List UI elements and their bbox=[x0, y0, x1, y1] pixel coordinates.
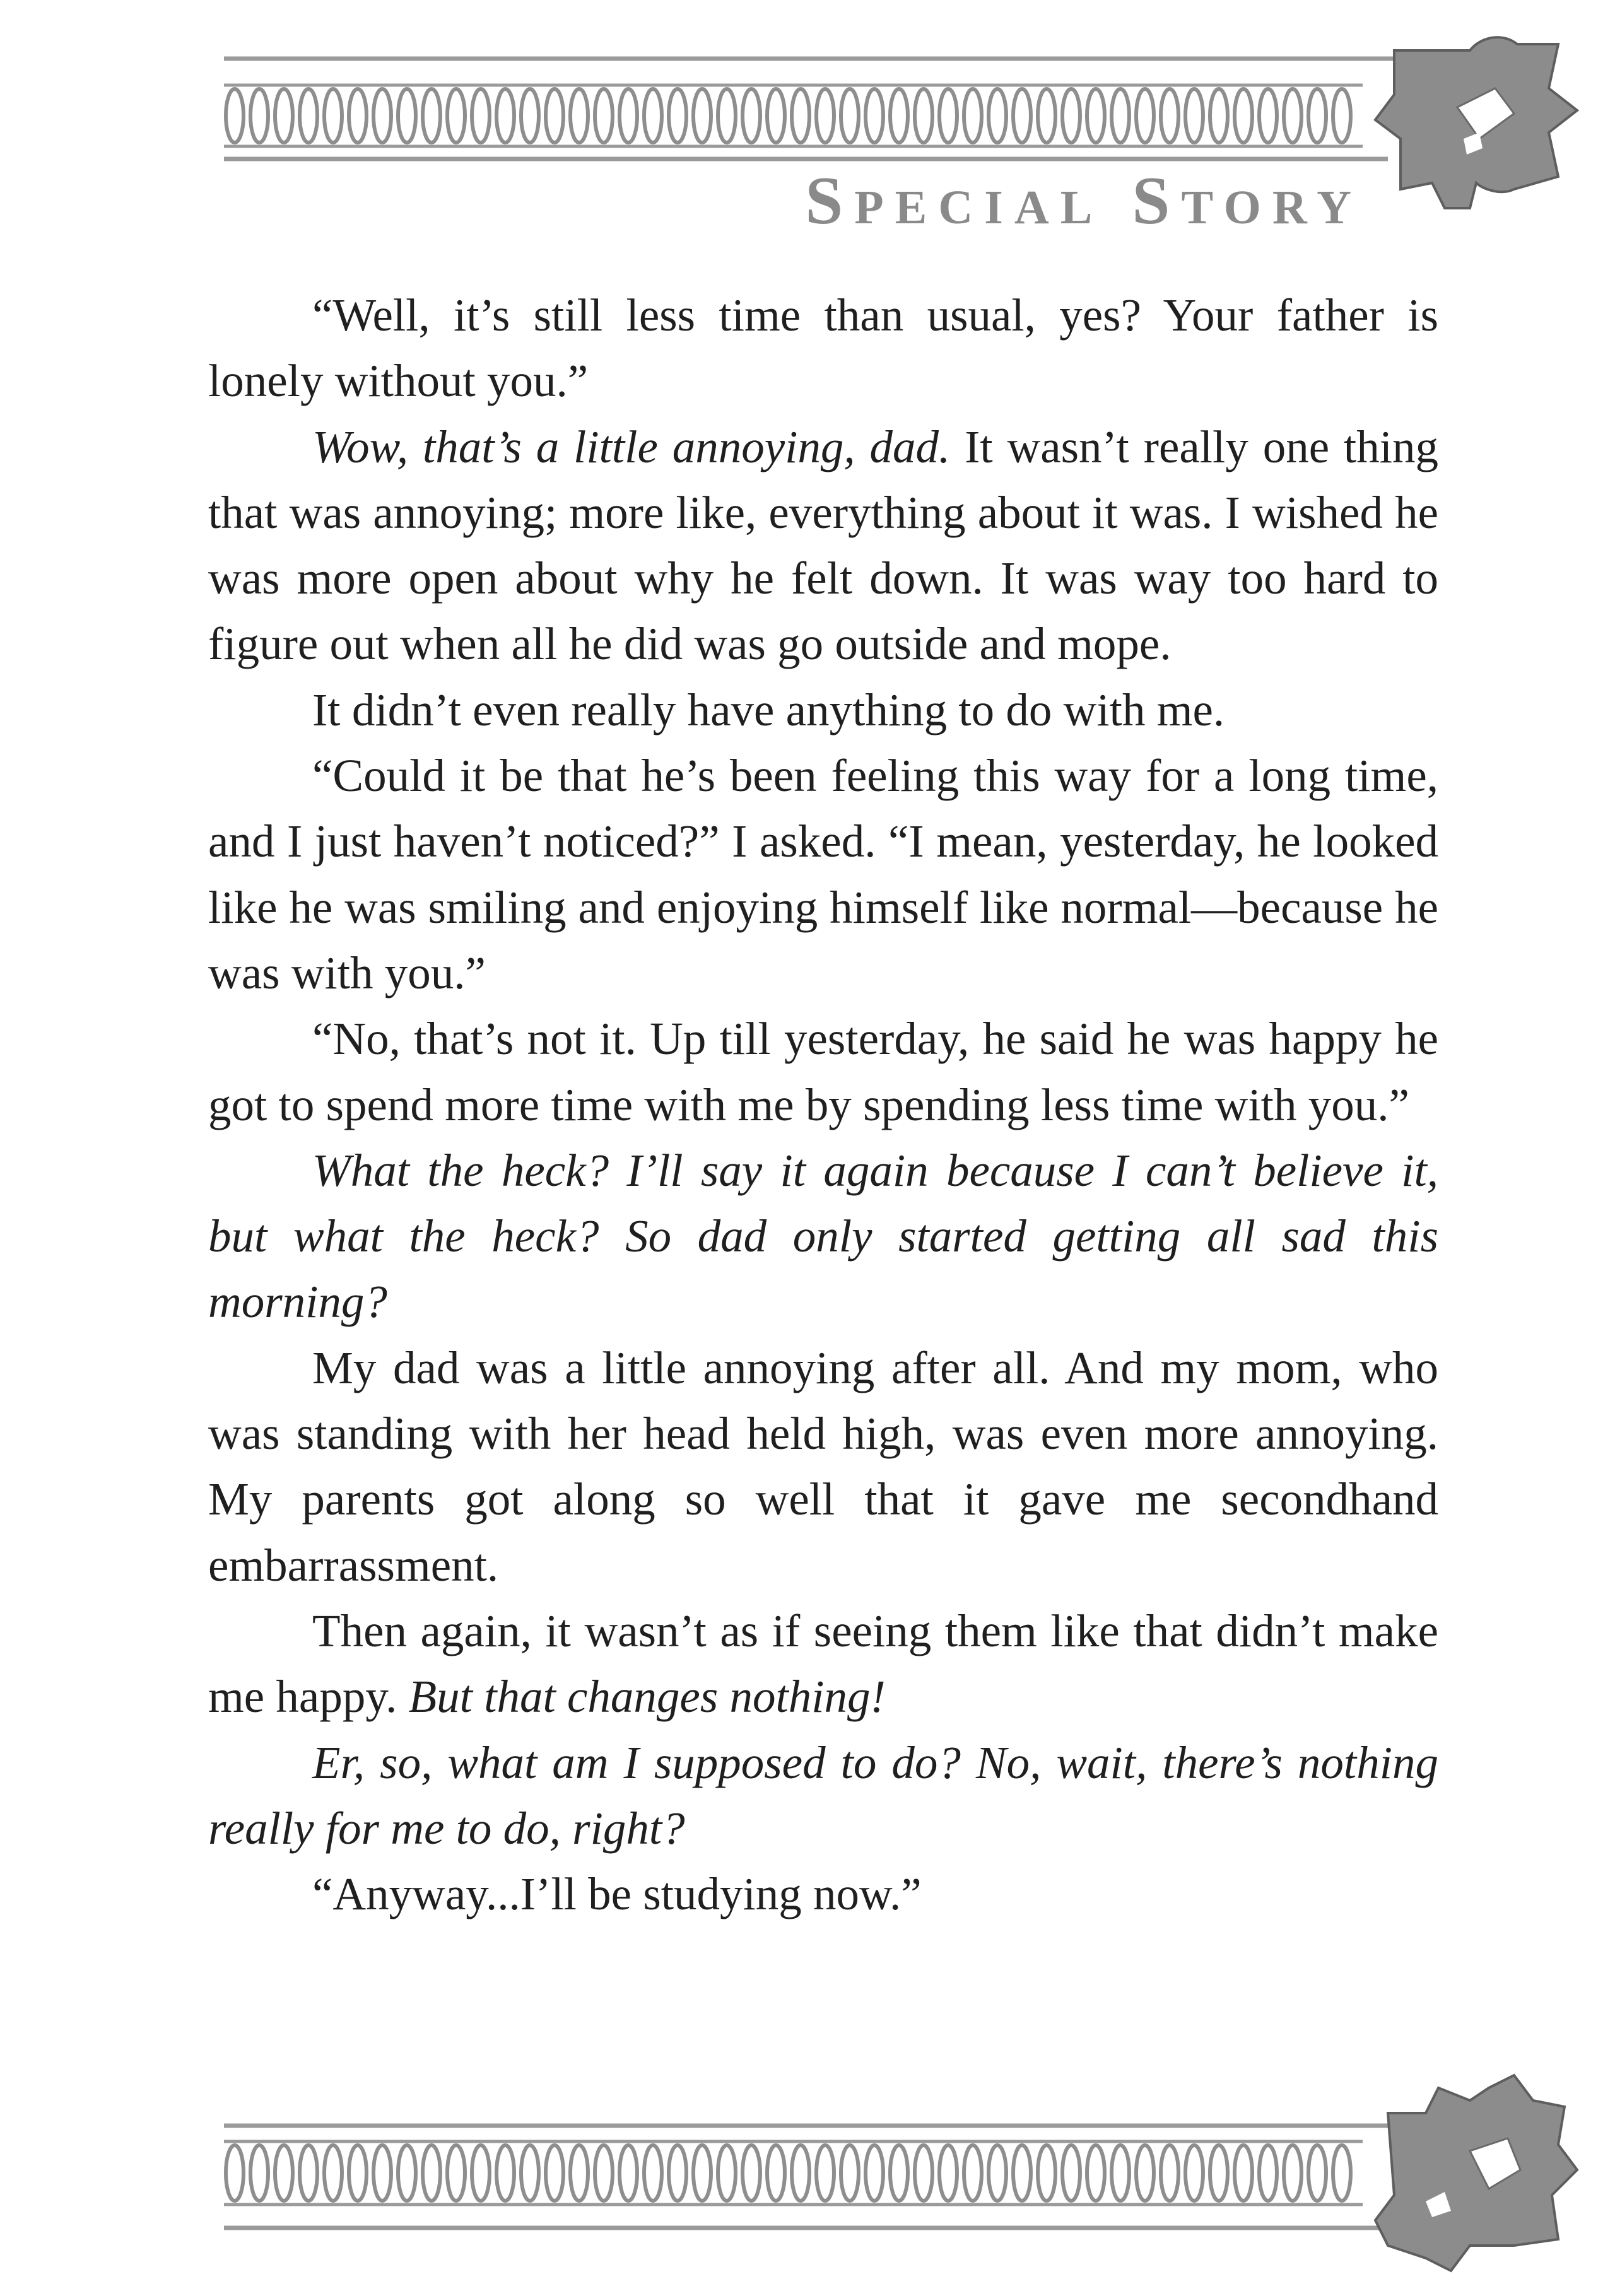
paragraph bbox=[208, 1335, 1438, 1598]
chain-link bbox=[620, 89, 637, 143]
chain-link bbox=[890, 2145, 908, 2201]
chain-link bbox=[226, 2145, 244, 2201]
chain-link bbox=[447, 89, 465, 143]
chain-link bbox=[1087, 2145, 1105, 2201]
chain-link bbox=[989, 89, 1006, 143]
paragraph bbox=[208, 1730, 1438, 1862]
header-border-band bbox=[224, 59, 1432, 159]
chain-link bbox=[1210, 2145, 1228, 2201]
chain-link bbox=[1235, 2145, 1252, 2201]
paragraph bbox=[208, 283, 1438, 414]
chain-link bbox=[669, 2145, 686, 2201]
chain-link bbox=[570, 2145, 588, 2201]
chain-link bbox=[423, 89, 440, 143]
text-run: Then again, it wasn’t as if seeing them like that didn’t make me happy. bbox=[208, 1605, 1438, 1723]
chain-link bbox=[1284, 2145, 1301, 2201]
chain-link bbox=[1259, 89, 1277, 143]
chain-link bbox=[743, 2145, 760, 2201]
text-run: “Anyway...I’ll be studying now.” bbox=[312, 1868, 922, 1920]
chain-link bbox=[1185, 89, 1203, 143]
chain-link bbox=[398, 2145, 416, 2201]
chain-link bbox=[1038, 89, 1055, 143]
chain-link bbox=[1062, 2145, 1080, 2201]
chain-link bbox=[1013, 2145, 1031, 2201]
chain-link bbox=[1013, 89, 1031, 143]
chain-link bbox=[693, 89, 711, 143]
chain-link bbox=[915, 89, 932, 143]
footer-ornament bbox=[0, 2063, 1615, 2296]
text-run: It didn’t even really have anything to do with me. bbox=[312, 684, 1225, 735]
chain-link bbox=[841, 2145, 859, 2201]
chain-link bbox=[890, 89, 908, 143]
chain-link bbox=[546, 89, 563, 143]
chain-link bbox=[816, 89, 834, 143]
chain-link bbox=[743, 89, 760, 143]
italic-text: What the heck? I’ll say it again because I can’t believe it, but what the heck? So dad only started getting all sad this morning? bbox=[208, 1144, 1438, 1328]
paragraph bbox=[208, 1138, 1438, 1335]
text-run: My dad was a little annoying after all. And my mom, who was standing with her head held high, was even more annoying. My parents got along so well that it gave me secondhand embarrassment. bbox=[208, 1342, 1438, 1591]
chain-link bbox=[300, 2145, 317, 2201]
chain-link bbox=[1087, 89, 1105, 143]
chain-link bbox=[595, 2145, 613, 2201]
chain-link bbox=[841, 89, 859, 143]
chain-link bbox=[423, 2145, 440, 2201]
chain-link bbox=[792, 2145, 809, 2201]
chain-link bbox=[1210, 89, 1228, 143]
chain-link bbox=[472, 89, 490, 143]
chain-link bbox=[472, 2145, 490, 2201]
chain-link bbox=[349, 89, 367, 143]
paragraph bbox=[208, 1006, 1438, 1138]
chain-link bbox=[398, 89, 416, 143]
text-run: “No, that’s not it. Up till yesterday, he said he was happy he got to spend more time with me by spending less time with you.” bbox=[208, 1013, 1438, 1130]
italic-text: Er, so, what am I supposed to do? No, wait, there’s nothing really for me to do, right? bbox=[208, 1737, 1438, 1854]
puzzle-corner-icon bbox=[1375, 2075, 1577, 2271]
running-head: Special Story bbox=[805, 163, 1363, 238]
chain-link bbox=[1284, 89, 1301, 143]
chain-link bbox=[767, 89, 785, 143]
footer-border-band bbox=[224, 2126, 1432, 2228]
paragraph bbox=[208, 1598, 1438, 1730]
chain-link bbox=[939, 2145, 957, 2201]
chain-link bbox=[546, 2145, 563, 2201]
chain-link bbox=[767, 2145, 785, 2201]
chain-link bbox=[1333, 2145, 1351, 2201]
text-run: “Well, it’s still less time than usual, yes? Your father is lonely without you.” bbox=[208, 290, 1438, 407]
chain-link bbox=[1308, 89, 1326, 143]
chain-link bbox=[1161, 2145, 1178, 2201]
chain-link bbox=[1038, 2145, 1055, 2201]
paragraph bbox=[208, 677, 1438, 743]
chain-link bbox=[669, 89, 686, 143]
chain-link bbox=[792, 89, 809, 143]
chain-link bbox=[521, 89, 539, 143]
paragraph bbox=[208, 414, 1438, 677]
chain-link bbox=[1333, 89, 1351, 143]
chain-link bbox=[226, 89, 244, 143]
puzzle-corner-icon bbox=[1375, 37, 1577, 208]
chain-link bbox=[1308, 2145, 1326, 2201]
chain-link bbox=[300, 89, 317, 143]
chain-link bbox=[1136, 2145, 1154, 2201]
chain-link bbox=[324, 2145, 342, 2201]
italic-text: Wow, that’s a little annoying, dad. bbox=[312, 421, 951, 472]
chain-link bbox=[1185, 2145, 1203, 2201]
paragraph bbox=[208, 1861, 1438, 1927]
chain-link bbox=[324, 89, 342, 143]
chain-link bbox=[496, 2145, 514, 2201]
chain-link bbox=[250, 2145, 268, 2201]
chain-link bbox=[595, 89, 613, 143]
chain-link bbox=[1259, 2145, 1277, 2201]
chain-link bbox=[275, 89, 293, 143]
chain-link bbox=[250, 89, 268, 143]
paragraph bbox=[208, 743, 1438, 1006]
chain-link bbox=[718, 2145, 736, 2201]
chain-link bbox=[1062, 89, 1080, 143]
chain-link bbox=[866, 89, 883, 143]
chain-link bbox=[644, 2145, 662, 2201]
chain-link bbox=[373, 2145, 391, 2201]
chain-link bbox=[447, 2145, 465, 2201]
chain-link bbox=[866, 2145, 883, 2201]
chain-link bbox=[1235, 89, 1252, 143]
chain-link bbox=[521, 2145, 539, 2201]
chain-link bbox=[718, 89, 736, 143]
chain-link bbox=[496, 89, 514, 143]
chain-link bbox=[349, 2145, 367, 2201]
chain-link bbox=[570, 89, 588, 143]
chain-link bbox=[275, 2145, 293, 2201]
chain-link bbox=[1112, 2145, 1129, 2201]
chain-link bbox=[1136, 89, 1154, 143]
chain-link bbox=[373, 89, 391, 143]
chain-link bbox=[989, 2145, 1006, 2201]
chain-link bbox=[939, 89, 957, 143]
chain-link bbox=[620, 2145, 637, 2201]
chain-link bbox=[915, 2145, 932, 2201]
chain-link bbox=[1112, 89, 1129, 143]
chain-link bbox=[964, 2145, 982, 2201]
chain-link bbox=[693, 2145, 711, 2201]
chain-link bbox=[1161, 89, 1178, 143]
chain-link bbox=[816, 2145, 834, 2201]
chain-link bbox=[964, 89, 982, 143]
body-text bbox=[208, 283, 1438, 1927]
text-run: “Could it be that he’s been feeling this way for a long time, and I just haven’t noticed?” I asked. “I mean, yesterday, he looked like he was smiling and enjoying himself like normal—because he was with you.” bbox=[208, 750, 1438, 999]
text-run: It wasn’t really one thing that was annoying; more like, everything about it was. I wished he was more open about why he felt down. It was way too hard to figure out when all he did was go outside and mope. bbox=[208, 421, 1438, 670]
chain-link bbox=[644, 89, 662, 143]
italic-text: But that changes nothing! bbox=[408, 1671, 886, 1723]
